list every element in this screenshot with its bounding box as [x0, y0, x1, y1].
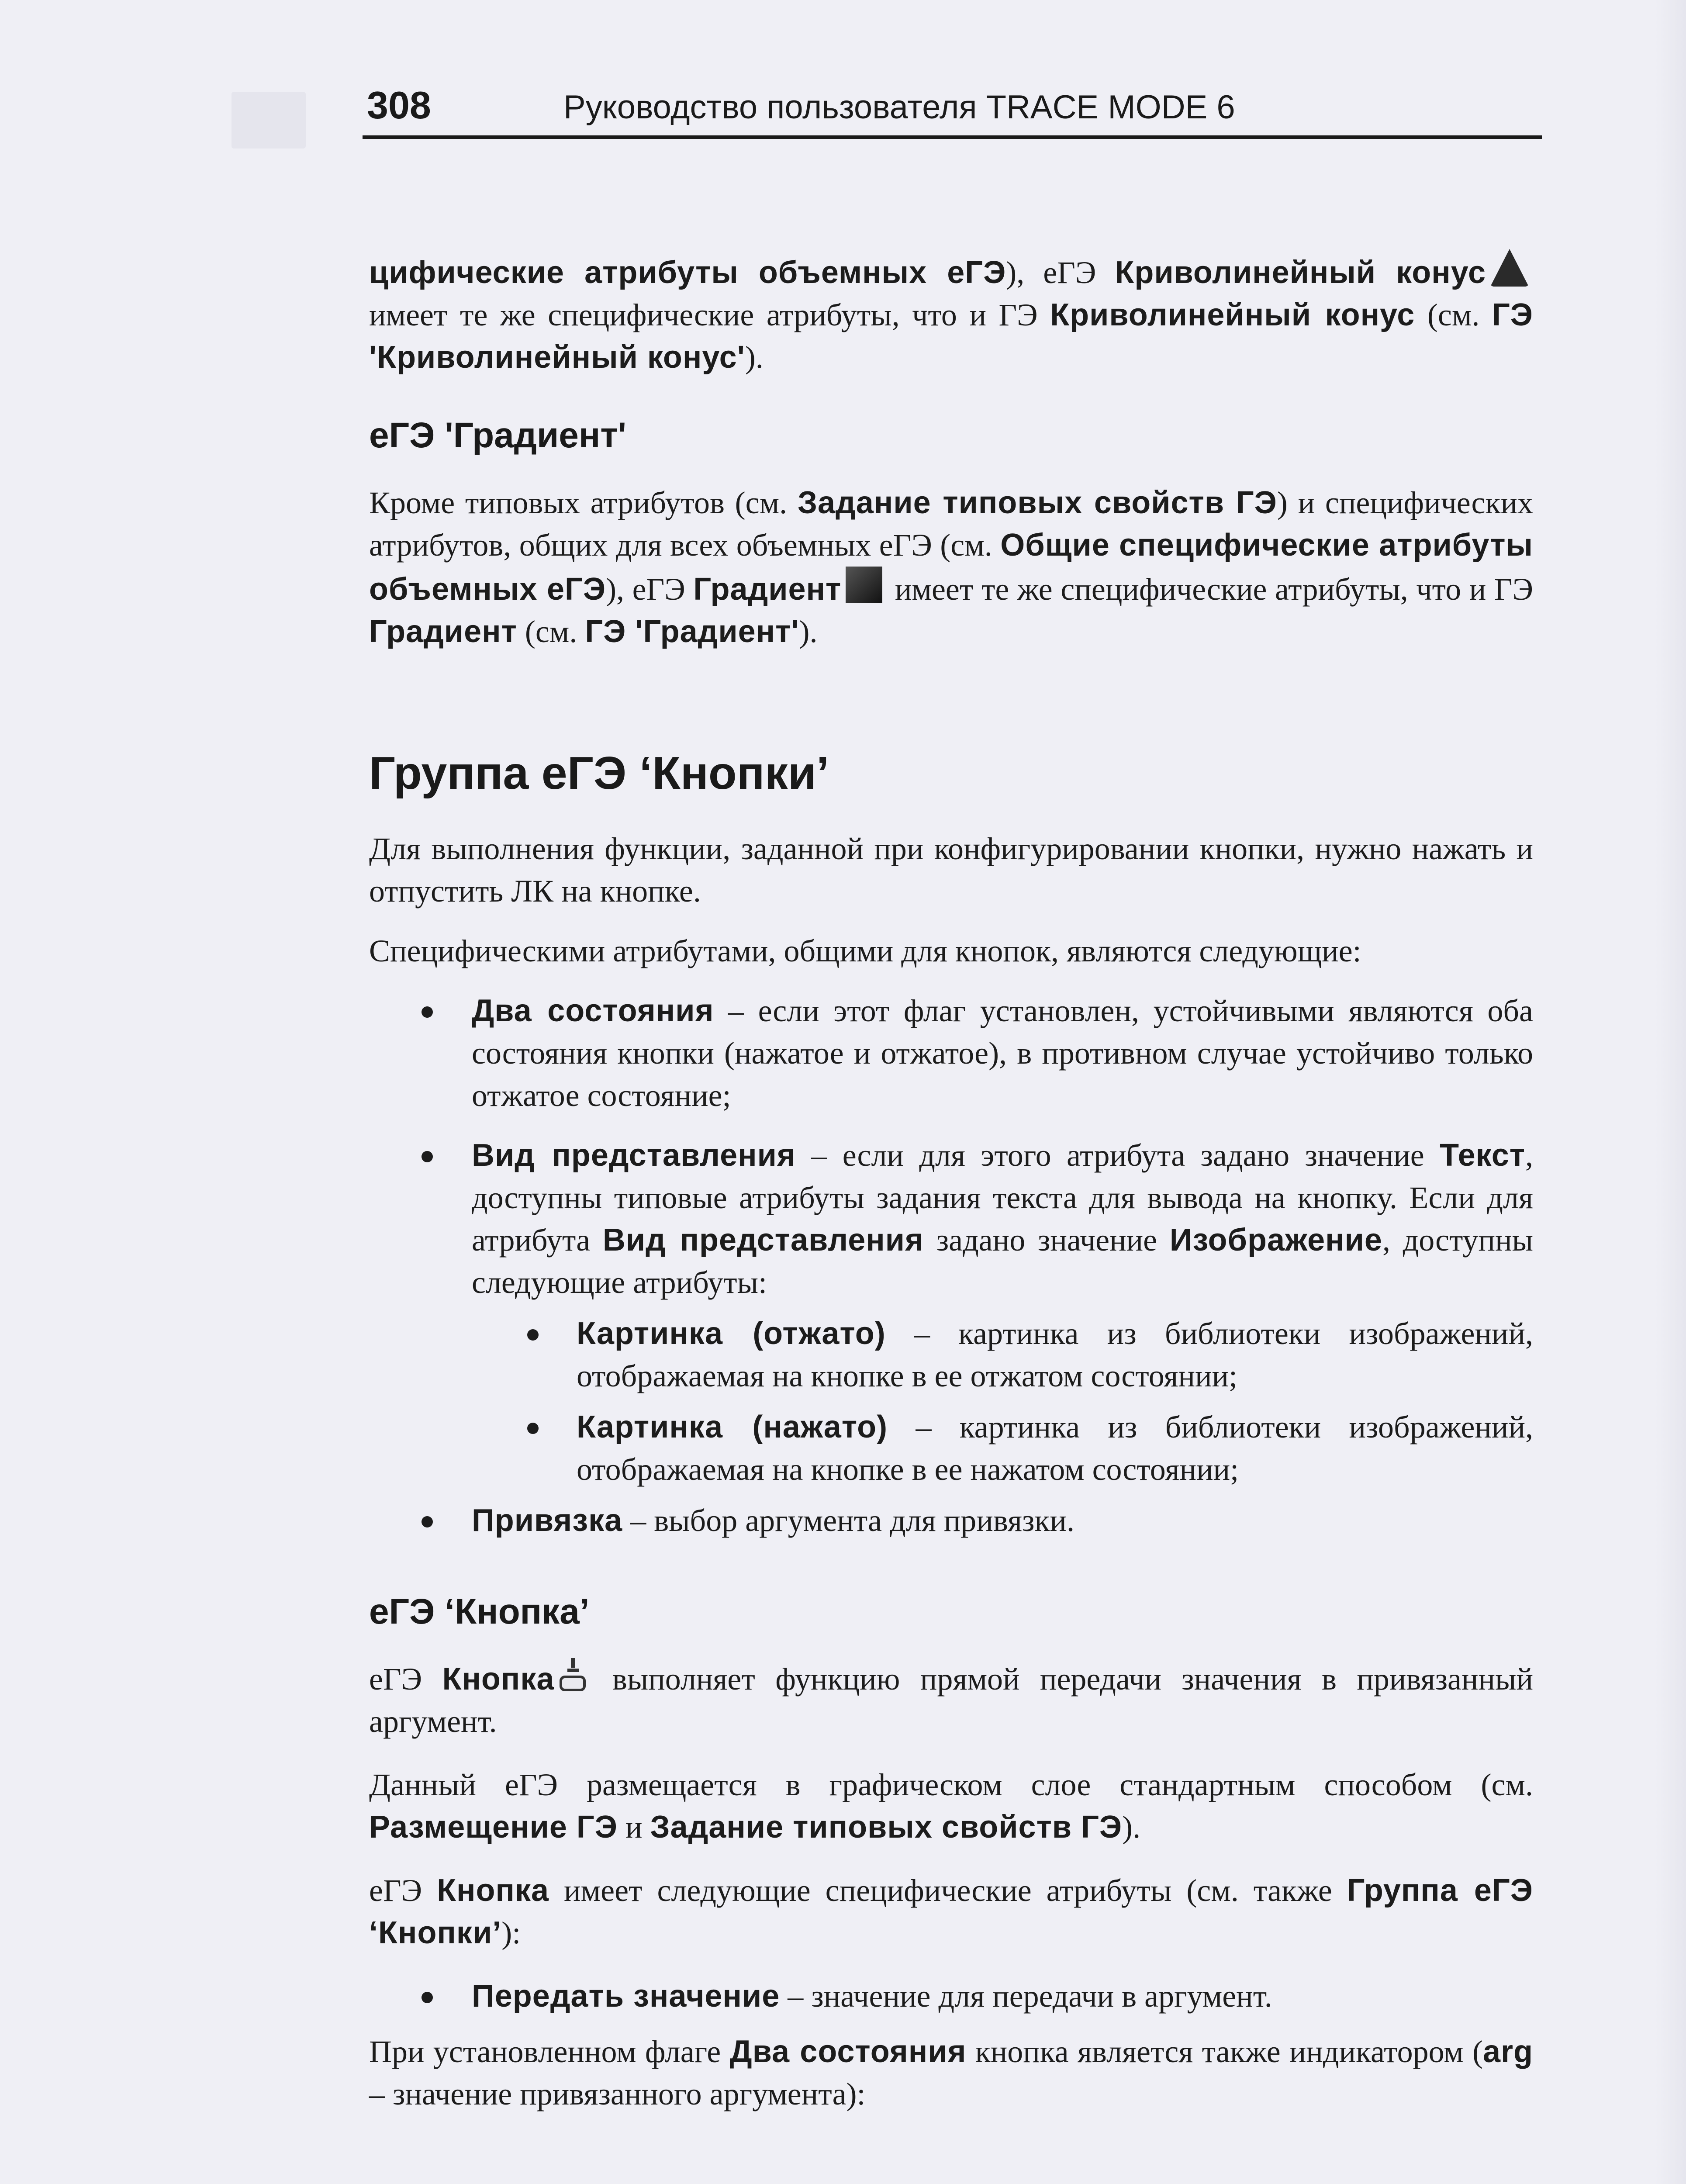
gradient-icon	[846, 567, 882, 603]
term: Градиент	[693, 572, 842, 607]
page-header	[363, 79, 1542, 139]
page-content	[369, 249, 1533, 2115]
button-icon	[559, 1658, 587, 1693]
list-item-pass-value: Передать значение – значение для передачи в аргумент.	[369, 1975, 1533, 2018]
term: Вид представления	[602, 1223, 924, 1258]
term: Группа еГЭ ‘Кнопки’	[369, 1873, 1533, 1950]
section-title-gradient: еГЭ 'Градиент'	[369, 415, 627, 455]
term: Вид представления	[472, 1138, 796, 1173]
term: Размещение ГЭ	[369, 1810, 618, 1845]
term: Два состояния	[472, 993, 714, 1028]
button-paragraph-2: Данный еГЭ размещается в графическом слое стандартным способом (см. Размещение ГЭ и Задание типовых свойств ГЭ).	[369, 1767, 1533, 1845]
term: Криволинейный конус	[1115, 255, 1486, 290]
page-number: 308	[367, 83, 431, 127]
term: Градиент	[369, 614, 517, 649]
list-item-binding: Привязка – выбор аргумента для привязки.	[369, 1500, 1533, 1542]
term: ГЭ 'Криволинейный конус'	[369, 297, 1533, 375]
bullet-icon	[422, 1151, 433, 1162]
term: Два состояния	[729, 2034, 967, 2069]
section-title-buttons: Группа еГЭ ‘Кнопки’	[369, 747, 829, 799]
button-paragraph-1: еГЭ Кнопка выполняет функцию прямой передачи значения в привязанный аргумент.	[369, 1658, 1533, 1743]
term: Картинка (нажато)	[577, 1410, 888, 1444]
buttons-paragraph-1: Для выполнения функции, заданной при конфигурировании кнопки, нужно нажать и отпустить ЛК на кнопке.	[369, 831, 1533, 909]
term: Изображение	[1169, 1223, 1382, 1258]
term: Привязка	[472, 1503, 623, 1538]
term: Задание типовых свойств ГЭ	[797, 485, 1277, 520]
sub-list-item-picture-released: Картинка (отжато) – картинка из библиотеки изображений, отображаемая на кнопке в ее отжатом состоянии;	[369, 1313, 1533, 1397]
bleed-through-mark	[231, 92, 306, 149]
gradient-paragraph: Кроме типовых атрибутов (см. Задание типовых свойств ГЭ) и специфических атрибутов, общих для всех объемных еГЭ (см. Общие специфические атрибуты объемных еГЭ), еГЭ Градиент имеет те же специфические атрибуты, что и ГЭ Градиент (см. ГЭ 'Градиент').	[369, 485, 1534, 649]
term: ГЭ 'Градиент'	[585, 614, 799, 649]
term: цифические атрибуты объемных еГЭ	[369, 255, 1006, 290]
continuation-paragraph: цифические атрибуты объемных еГЭ), еГЭ Криволинейный конус имеет те же специфические атрибуты, что и ГЭ Криволинейный конус (см. ГЭ 'Криволинейный конус').	[369, 249, 1533, 379]
term: Кнопка	[437, 1873, 549, 1908]
button-paragraph-4: При установленном флаге Два состояния кнопка является также индикатором (arg – значение привязанного аргумента):	[369, 2034, 1534, 2111]
term: arg	[1482, 2034, 1534, 2069]
term: Картинка (отжато)	[577, 1316, 886, 1351]
bullet-icon	[422, 1516, 433, 1527]
term: Передать значение	[472, 1979, 780, 2014]
bullet-icon	[422, 1006, 433, 1018]
button-paragraph-3: еГЭ Кнопка имеет следующие специфические атрибуты (см. также Группа еГЭ ‘Кнопки’):	[369, 1873, 1533, 1950]
sub-list-item-picture-pressed: Картинка (нажато) – картинка из библиотеки изображений, отображаемая на кнопке в ее нажатом состоянии;	[369, 1406, 1533, 1491]
bullet-icon	[527, 1423, 539, 1434]
term: Кнопка	[442, 1662, 555, 1697]
running-title: Руководство пользователя TRACE MODE 6	[563, 89, 1235, 126]
list-item-view-mode: Вид представления – если для этого атрибута задано значение Текст, доступны типовые атрибуты задания текста для вывода на кнопку. Если для атрибута Вид представления задано значение Изображение, доступны следующие атрибуты:	[369, 1134, 1533, 1304]
curved-cone-icon	[1490, 249, 1529, 287]
scan-edge	[1655, 0, 1686, 2184]
list-item-two-states: Два состояния – если этот флаг установлен, устойчивыми являются оба состояния кнопки (нажатое и отжатое), в противном случае устойчиво только отжатое состояние;	[369, 990, 1533, 1117]
bullet-icon	[527, 1329, 539, 1341]
term: Задание типовых свойств ГЭ	[650, 1810, 1123, 1845]
term: Криволинейный конус	[1050, 297, 1415, 332]
buttons-paragraph-2: Специфическими атрибутами, общими для кнопок, являются следующие:	[369, 933, 1361, 968]
term: Общие специфические атрибуты объемных еГЭ	[369, 528, 1534, 607]
term: Текст	[1440, 1138, 1525, 1173]
section-title-button: еГЭ ‘Кнопка’	[369, 1592, 590, 1631]
bullet-icon	[422, 1992, 433, 2003]
